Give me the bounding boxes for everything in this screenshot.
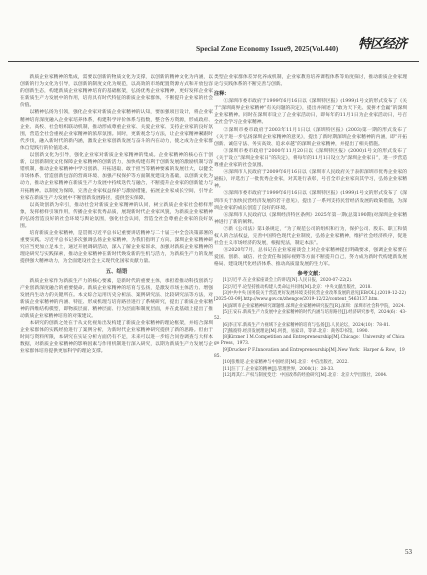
reference-item: [1]习近平.在企业家座谈会上的讲话[N].人民日报，2020-07-22(2). xyxy=(222,278,353,284)
reference-item: [4]深圳市企业家精神研究课题组.深圳企业家精神研究报告[R].深圳：深圳市社会科学院，2024. xyxy=(222,303,405,309)
header-rule xyxy=(8,61,419,62)
body-paragraph: 类型企业家群体差异化养成机制，企业家教育培养课程体系等角度探讨，推动新质企业家理论与实践体系的不断完善与创新。 xyxy=(214,75,407,88)
reference-item: [3]中共中央 国务院关于营造更好发展环境支持民营企业改革发展的意见[EB/OL].(2019-12-22)[2025-03-09].http://www.gov.cn/zhengce/2019-12/22/content_5463137.htm. xyxy=(214,291,406,303)
reference-item: [6]李正军.新质生产力视域下企业家精神的培育与弘扬[J].人民论坛，2024(10)：78-81. xyxy=(222,322,391,328)
body-paragraph: 以精神弘扬为引领，强化企业家对新质企业家精神的认知，要加强项目设计，将企业家精神培育深度融入企业家培养体系，构建科学评价体系与指数，整合各方资源，形成政府、企业、高校、社会组织联动机制，推动形成尊重企业家、关爱企业家、支持企业家的良好氛围，营造全社会重视企业家精神的浓厚氛围。同时，更新观念与方法，让企业家精神紧跟时代步伐，融入新时代的新内涵，激发企业家创新发展与奋斗的内在动力，使之成为企业家群体自觉践行的价值追求。 xyxy=(20,110,213,151)
body-paragraph: 以创新文化为引导，强化企业家对新质企业家精神的集成。企业家精神的核心在于创新，以创新制度文化保障企业家精神的创新活力，加快构建有利于创新发展的激励机制与容错机制，推动企业家精神中学习创新、开拓进取、敢于担当等精神要素的发展壮大，以健全市场体系、营造创新包容的营商环境、加强产权保护等方面制度建设为基础，以创新文化为动力，推动企业家精神在新质生产力发展中持续迭代与融合，不断提升企业家的创新能力与开拓精神。以制度为保障，完善企业家权益保护与激励措施，拓展企业家成长空间，引导企业家在新质生产力发展中不断创新发展路径，提供坚实保障。 xyxy=(20,153,213,201)
note-item: ⑤深圳市委市政府于1999年6月16日以《深圳特区报》(1999)1号文的形式发布了《深圳市关于加快民营经济发展的若干意见》，提出了一系列支持民营经济发展的政策措施，为深圳企业家的成长创造了良好的环境。 xyxy=(214,191,407,211)
reference-item: [9]Drucker P F.Innovation and Entrepreneurship[M].New York：Harper & Row，1985. xyxy=(214,347,405,359)
reference-item: [2]习近平.论坚持推动构建人类命运共同体[M].北京：中央文献出版社，2018. xyxy=(222,284,372,290)
page-number: 53 xyxy=(405,548,412,556)
reference-item: [10]张维迎.企业家精神与中国经济[M].北京：中信出版社，2022. xyxy=(222,360,349,366)
conclusion-paragraph: 新质企业家作为新质生产力的核心要素，是新时代的重要主体，承担着推动科技创新与产业创新深度融合的重要使命。新质企业家精神的培育与弘扬，是激发市场主体活力、增强发展内生动力的关键所在。本文综合运用历史分析法、案例研究法、比较研究法等方法，对新质企业家精神的内涵、特征、形成机理与培育路径进行了系统研究，提出了新质企业家精神的四维结构模型，即物质层面、精神层面、行为层面和制度层面，并在此基础上提出了推动新质企业家精神培育的对策建议。 xyxy=(20,278,213,319)
references-heading: 参考文献： xyxy=(297,271,324,278)
journal-logo: 特区经济 xyxy=(358,37,407,52)
note-item: ⑦新《公司法》第1条规定，“为了规范公司的组织和行为，保护公司、股东、职工和债权人的合法权益，完善中国特色现代企业制度，弘扬企业家精神，维护社会经济秩序，促进社会主义市场经济的发展，根据宪法，制定本法”。 xyxy=(214,226,407,247)
right-column xyxy=(214,74,407,544)
reference-item: [5]王安石.新质生产力发展中企业家精神的时代内涵与培育路径[J].经济研究参考，2024(6)：43-52. xyxy=(214,309,407,322)
journal-title: Special Zone Economy Issue9, 2025(Vol.440) xyxy=(196,44,339,53)
section-heading: 五、结语 xyxy=(105,268,128,275)
body-paragraph: 以高效创新为牵引，推动社会对新质企业家精神的认同，树立新质企业家社会榜样形象，发挥榜样引领作用，传播企业家优秀品质，展现新时代企业家风貌，为新质企业家精神的弘扬营造良好的社会环境与舆论氛围，强化社会认同，营造全社会尊重企业家的良好氛围。 xyxy=(20,202,213,229)
note-item: ⑥深圳市人民政府以《深圳经济特区条例》2025年第一期(总第190期)对深圳企业家精神进行了新的阐释。 xyxy=(214,212,407,225)
body-paragraph: 新质企业家精神的集成，需要以创新的物质文化为支撑，以创新的精神文化为内涵，以创新的行为文化为引导，以创新的制度文化为规范，以高效的市场配置资源方式和开放包容的创新生态，构建新质企业家精神培育的基础框架，弘扬优秀企业家精神，更好发挥企业家在新质生产力发展中的作用，培育具有时代特征的新质企业家群体，不断提升企业家的社会价值。 xyxy=(20,75,213,109)
note-item: ⑧2020年7月，总书记在企业家座谈会上对企业家精神提出明确要求，强调企业家要在爱国、创新、诚信、社会责任和国际视野等方面不断提升自己，努力成为新时代构建新发展格局、建设现代化经济体系、推动高质量发展的生力军。 xyxy=(214,248,407,268)
note-item: ④深圳市人民政府于2009年6月16日以《深圳市人民政府关于表彰深圳市优秀企业家的通报》，评选出了一批优秀企业家，对其进行表彰，号召全市企业家向其学习，弘扬企业家精神。 xyxy=(214,170,407,190)
note-item: ③深圳市委市政府于2000年11月20日以《深圳特区报》(2000)1号文的形式发布了《关于设立“深圳企业家日”的决定》，将每年的11月1日设立为“深圳企业家日”，进一步营造尊重企业家的社会氛围。 xyxy=(214,148,407,169)
reference-item: [11]汪丁丁.企业家的精神[J].管理世界，2000(1)：28-33. xyxy=(222,366,335,372)
reference-item: [8]Kirzner I M.Competition and Entrepreneurship[M].Chicago：University of Chicago Press，1973. xyxy=(214,335,405,347)
notes-heading: 注释： xyxy=(214,91,230,98)
conclusion-paragraph: 本研究的创新之处在于从文化视角出发构建了新质企业家精神的理论框架，并结合深圳企业家群体的实践经验进行了案例分析，为新时代企业家精神研究提供了新的思路。但由于时间与资料所限，本研究在实证分析方面仍有不足，未来可以进一步结合问卷调查与大样本数据，对新质企业家精神的影响因素与作用机制进行深入研究，以期为新质生产力发展与企业家群体培育提供更加科学的理论支撑。 xyxy=(20,321,213,355)
reference-item: [12]周其仁.产权与制度变迁：中国改革的经验研究[M].北京：北京大学出版社，2004. xyxy=(222,372,388,378)
note-item: ②深圳市委市政府于2003年11月1日以《深圳特区报》(2003)第一期的形式发布了《关于进一步弘扬深圳企业家精神的意见》，提出了新时期深圳企业家精神的内涵，即“开拓创新、诚信守法、务实高效、追求卓越”的深圳企业家精神，并提出了相关措施。 xyxy=(214,127,407,147)
left-column xyxy=(20,74,213,544)
body-paragraph: 培育新质企业家精神，是贯彻习近平总书记重要讲话精神与二十届三中全会决策部署的重要实践。习近平总书记多次强调弘扬企业家精神，为我们指明了方向。深圳企业家精神研究应当更加立足本土，通过开展调研活动，深入了解企业家诉求，加强对新质企业家精神的理论研究与实践探索，推动企业家精神在新时代焕发新的生机与活力，为新质生产力的发展提供强大精神动力，为全面建设社会主义现代化国家贡献力量。 xyxy=(20,231,213,265)
note-item: ①深圳市委市政府于1999年6月16日以《深圳特区报》(1999)1号文的形式发布了《关于“深圳商界企业家精神”有关问题的决定》，提出并阐述了“敢为天下先、爱拼才会赢”的深圳企业家精神。同时在深圳市设立了企业家活动日，即每年的11月1日为企业家活动日，号召全社会学习企业家精神。 xyxy=(214,99,407,126)
page-header xyxy=(0,0,427,66)
reference-item: [7]熊彼特.经济发展理论[M].何畏，易家详，等译.北京：商务印书馆，1990. xyxy=(222,328,369,334)
